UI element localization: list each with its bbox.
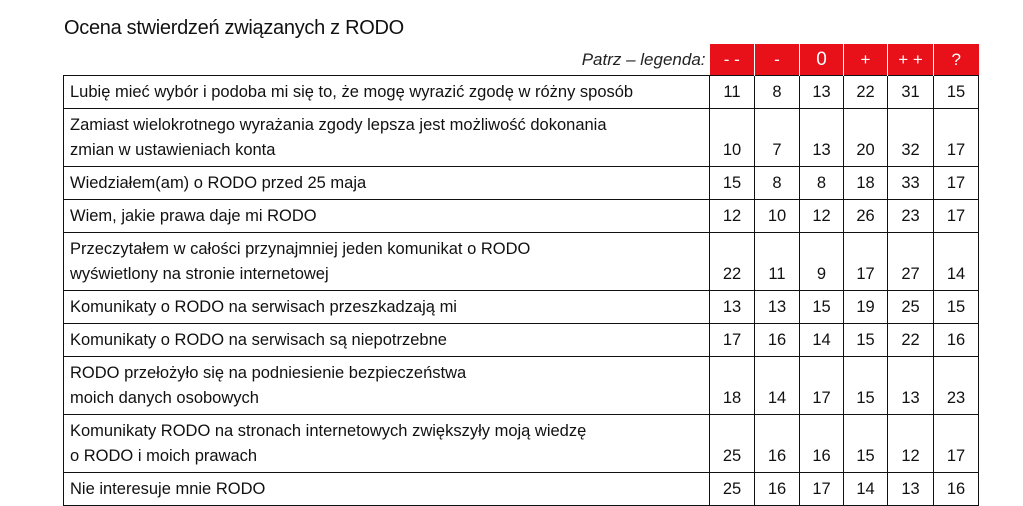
value-cell: 22 [710,233,755,291]
value-cell: 23 [888,200,934,233]
value-cell: 22 [888,324,934,357]
value-cell: 13 [755,291,800,324]
statement-line: Komunikaty RODO na stronach internetowych zwiększyły moją wiedzę [70,422,587,440]
statement-cell [64,291,710,324]
legend-code-strongly-positive: + + [888,44,934,76]
value-cell: 13 [800,109,844,167]
value-cell: 12 [800,200,844,233]
value-cell: 17 [800,473,844,506]
value-cell: 15 [800,291,844,324]
table-row [64,200,979,233]
value-cell: 12 [710,200,755,233]
value-cell: 10 [710,109,755,167]
table-body [64,76,979,506]
value-cell: 10 [755,200,800,233]
value-cell: 11 [755,233,800,291]
table-row [64,415,979,473]
statement-cell [64,76,710,109]
statement-line: Komunikaty o RODO na serwisach są niepotrzebne [70,331,447,349]
value-cell: 16 [755,415,800,473]
value-cell: 25 [710,415,755,473]
value-cell: 16 [934,473,979,506]
value-cell: 20 [844,109,888,167]
table-row [64,324,979,357]
value-cell: 11 [710,76,755,109]
table-row [64,109,979,167]
value-cell: 17 [844,233,888,291]
legend-row [64,44,979,76]
value-cell: 19 [844,291,888,324]
value-cell: 14 [934,233,979,291]
value-cell: 18 [844,167,888,200]
value-cell: 25 [710,473,755,506]
value-cell: 14 [844,473,888,506]
statement-cell [64,415,710,473]
value-cell: 8 [800,167,844,200]
value-cell: 26 [844,200,888,233]
statement-line: Wiedziałem(am) o RODO przed 25 maja [70,174,367,192]
statement-cell [64,200,710,233]
value-cell: 25 [888,291,934,324]
value-cell: 8 [755,76,800,109]
value-cell: 33 [888,167,934,200]
value-cell: 16 [755,473,800,506]
value-cell: 18 [710,357,755,415]
statement-cell [64,357,710,415]
value-cell: 14 [800,324,844,357]
table-row [64,473,979,506]
table-row [64,167,979,200]
statement-line: Lubię mieć wybór i podoba mi się to, że mogę wyrazić zgodę w różny sposób [70,83,634,101]
value-cell: 17 [934,415,979,473]
legend-code-strongly-negative: - - [710,44,755,76]
legend-code-unknown: ? [934,44,979,76]
value-cell: 27 [888,233,934,291]
value-cell: 17 [800,357,844,415]
value-cell: 16 [800,415,844,473]
table-row [64,357,979,415]
ratings-table [63,44,979,506]
value-cell: 17 [934,167,979,200]
legend-code-negative: - [755,44,800,76]
statement-line: wyświetlony na stronie internetowej [70,265,329,283]
value-cell: 13 [888,357,934,415]
value-cell: 15 [710,167,755,200]
value-cell: 17 [710,324,755,357]
statement-cell [64,233,710,291]
value-cell: 15 [844,357,888,415]
value-cell: 12 [888,415,934,473]
value-cell: 17 [934,200,979,233]
value-cell: 14 [755,357,800,415]
statement-cell [64,324,710,357]
table-row [64,291,979,324]
statement-line: Nie interesuje mnie RODO [70,480,266,498]
value-cell: 17 [934,109,979,167]
statement-line: zmian w ustawieniach konta [70,141,276,159]
value-cell: 13 [800,76,844,109]
value-cell: 13 [888,473,934,506]
statement-line: Komunikaty o RODO na serwisach przeszkadzają mi [70,298,457,316]
statement-line: moich danych osobowych [70,389,259,407]
statement-cell [64,109,710,167]
value-cell: 22 [844,76,888,109]
value-cell: 16 [934,324,979,357]
value-cell: 15 [934,291,979,324]
statement-cell [64,167,710,200]
value-cell: 7 [755,109,800,167]
value-cell: 15 [844,415,888,473]
page-title: Ocena stwierdzeń związanych z RODO [64,17,404,39]
legend-code-positive: + [844,44,888,76]
table-row [64,76,979,109]
value-cell: 9 [800,233,844,291]
statement-cell [64,473,710,506]
value-cell: 15 [844,324,888,357]
statement-line: Przeczytałem w całości przynajmniej jeden komunikat o RODO [70,240,531,258]
value-cell: 23 [934,357,979,415]
value-cell: 31 [888,76,934,109]
table-row [64,233,979,291]
value-cell: 13 [710,291,755,324]
statement-line: RODO przełożyło się na podniesienie bezpieczeństwa [70,364,467,382]
value-cell: 8 [755,167,800,200]
legend-label: Patrz – legenda: [581,49,706,69]
value-cell: 15 [934,76,979,109]
legend-code-neutral: 0 [800,44,844,76]
value-cell: 32 [888,109,934,167]
statement-line: Zamiast wielokrotnego wyrażania zgody lepsza jest możliwość dokonania [70,116,607,134]
statement-line: Wiem, jakie prawa daje mi RODO [70,207,317,225]
value-cell: 16 [755,324,800,357]
statement-line: o RODO i moich prawach [70,447,258,465]
